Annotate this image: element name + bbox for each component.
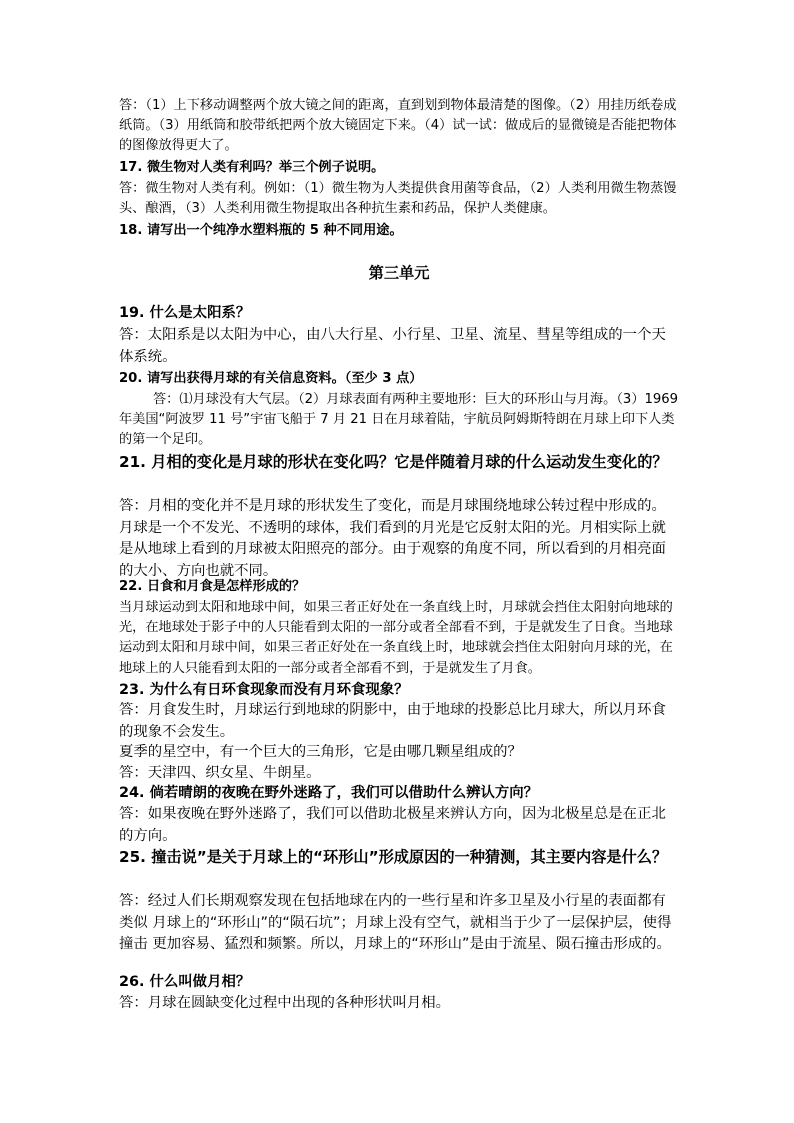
answer-17 (119, 179, 679, 219)
answer-19-text: 答：太阳系是以太阳为中心，由八大行星、小行星、卫星、流星、彗星等组成的一个天体系统。 (119, 327, 666, 365)
question-18 (119, 221, 679, 241)
answer-22 (119, 598, 679, 679)
answer-26-text: 答：月球在圆缺变化过程中出现的各种形状叫月相。 (119, 995, 450, 1011)
answer-23-text: 答：月食发生时，月球运行到地球的阴影中，由于地球的投影总比月球大，所以月环食的现象不会发生。 (119, 702, 666, 740)
question-19 (119, 303, 679, 325)
question-21-text: 21. 月相的变化是月球的形状在变化吗？它是伴随着月球的什么运动发生变化的？ (119, 453, 668, 471)
question-26 (119, 972, 679, 994)
question-21 (119, 452, 679, 473)
question-24 (119, 783, 679, 805)
question-25 (119, 847, 679, 868)
question-23-text: 23. 为什么有日环食现象而没有月环食现象？ (119, 682, 409, 698)
answer-20-text: 答：⑴月球没有大气层。（2）月球表面有两种主要地形：巨大的环形山与月海。（3）1969 年美国“阿波罗 11 号”宇宙飞船于 7 月 21 日在月球着陆，宇航员阿姆斯特朗在月球上印下人类的第一个足印。 (119, 392, 679, 448)
question-22-text: 22. 日食和月食是怎样形成的？ (119, 579, 306, 594)
question-24-text: 24. 倘若晴朗的夜晚在野外迷路了，我们可以借助什么辨认方向？ (119, 785, 539, 801)
triangle-answer-text: 答：天津四、织女星、牛朗星。 (119, 765, 321, 781)
question-17-text: 17. 微生物对人类有利吗？举三个例子说明。 (119, 160, 385, 175)
answer-23 (119, 700, 679, 743)
answer-16 (119, 96, 679, 157)
answer-24 (119, 804, 679, 847)
question-22 (119, 577, 679, 597)
triangle-question-text: 夏季的星空中，有一个巨大的三角形，它是由哪几颗星组成的？ (119, 744, 522, 760)
answer-19 (119, 325, 679, 368)
answer-17-text: 答：微生物对人类有利。例如：（1）微生物为人类提供食用菌等食品，（2）人类利用微生物蒸馒头、酿酒，（3）人类利用微生物提取出各种抗生素和药品，保护人类健康。 (119, 181, 677, 217)
question-20-text: 20. 请写出获得月球的有关信息资料。（至少 3 点） (119, 371, 423, 386)
answer-21-text: 答：月相的变化并不是月球的形状发生了变化，而是月球围绕地球公转过程中形成的。月球是一个不发光、不透明的球体，我们看到的月光是它反射太阳的光。月相实际上就是从地球上看到的月球被太阳照亮的部分。由于观察的角度不同，所以看到的月相亮面的大小、方向也就不同。 (119, 498, 666, 579)
question-26-text: 26. 什么叫做月相？ (119, 974, 251, 990)
unit-three-title: 第三单元 (368, 264, 430, 282)
triangle-question (119, 742, 679, 764)
answer-16-text: 答：（1）上下移动调整两个放大镜之间的距离，直到划到物体最清楚的图像。（2）用挂历纸卷成纸筒。（3）用纸筒和胶带纸把两个放大镜固定下来。（4）试一试：做成后的显微镜是否能把物体的图像放得更大了。 (119, 98, 677, 154)
section-heading (119, 263, 679, 284)
question-25-text: 25. 撞击说”是关于月球上的“环形山”形成原因的一种猜测，其主要内容是什么？ (119, 848, 668, 866)
question-19-text: 19. 什么是太阳系？ (119, 305, 251, 321)
question-17 (119, 158, 679, 178)
answer-25 (119, 891, 679, 956)
answer-24-text: 答：如果夜晚在野外迷路了，我们可以借助北极星来辨认方向，因为北极星总是在正北的方向。 (119, 806, 666, 844)
answer-26 (119, 993, 679, 1015)
answer-20 (119, 390, 679, 451)
question-20 (119, 369, 679, 389)
answer-21 (119, 496, 679, 582)
question-23 (119, 680, 679, 702)
question-18-text: 18. 请写出一个纯净水塑料瓶的 5 种不同用途。 (119, 223, 403, 238)
answer-22-text: 当月球运动到太阳和地球中间，如果三者正好处在一条直线上时，月球就会挡住太阳射向地球的光，在地球处于影子中的人只能看到太阳的一部分或者全部看不到，于是就发生了日食。当地球运动到太阳和月球中间，如果三者正好处在一条直线上时，地球就会挡住太阳射向月球的光，在地球上的人只能看到太阳的一部分或者全部看不到，于是就发生了月食。 (119, 600, 673, 676)
triangle-answer (119, 763, 679, 785)
answer-25-text: 答：经过人们长期观察发现在包括地球在内的一些行星和许多卫星及小行星的表面都有类似 月球上的“环形山”的“陨石坑”；月球上没有空气，就相当于少了一层保护层，使得撞击 更加容易、猛烈和频繁。所以，月球上的“环形山”是由于流星、陨石撞击形成的。 (119, 893, 672, 953)
